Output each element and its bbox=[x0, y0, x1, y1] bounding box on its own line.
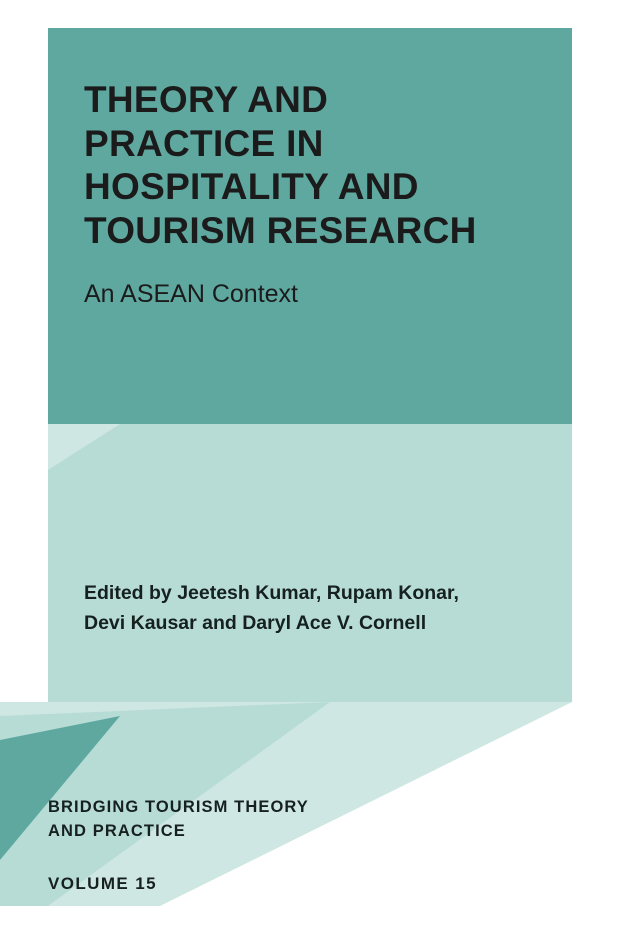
title-block bbox=[84, 78, 554, 309]
editors-block bbox=[84, 578, 544, 638]
title-line-3: HOSPITALITY AND bbox=[84, 166, 419, 208]
title-line-1: THEORY AND bbox=[84, 79, 329, 120]
page-subtitle: An ASEAN Context bbox=[84, 279, 299, 308]
series-volume: VOLUME 15 bbox=[48, 873, 157, 893]
edited-by-label: Edited by bbox=[84, 582, 172, 604]
editors-line-2: Devi Kausar and Daryl Ace V. Cornell bbox=[84, 612, 427, 635]
page-title bbox=[84, 78, 554, 253]
series-name bbox=[48, 796, 508, 844]
title-line-2: PRACTICE IN bbox=[84, 122, 324, 164]
series-name-line-1: BRIDGING TOURISM THEORY bbox=[48, 798, 309, 816]
series-block bbox=[48, 796, 508, 894]
editors-names-line-1: Jeetesh Kumar, Rupam Konar, bbox=[177, 582, 459, 604]
series-name-line-2: AND PRACTICE bbox=[48, 821, 186, 840]
editors-line-1 bbox=[84, 578, 544, 608]
title-line-4: TOURISM RESEARCH bbox=[84, 209, 477, 251]
